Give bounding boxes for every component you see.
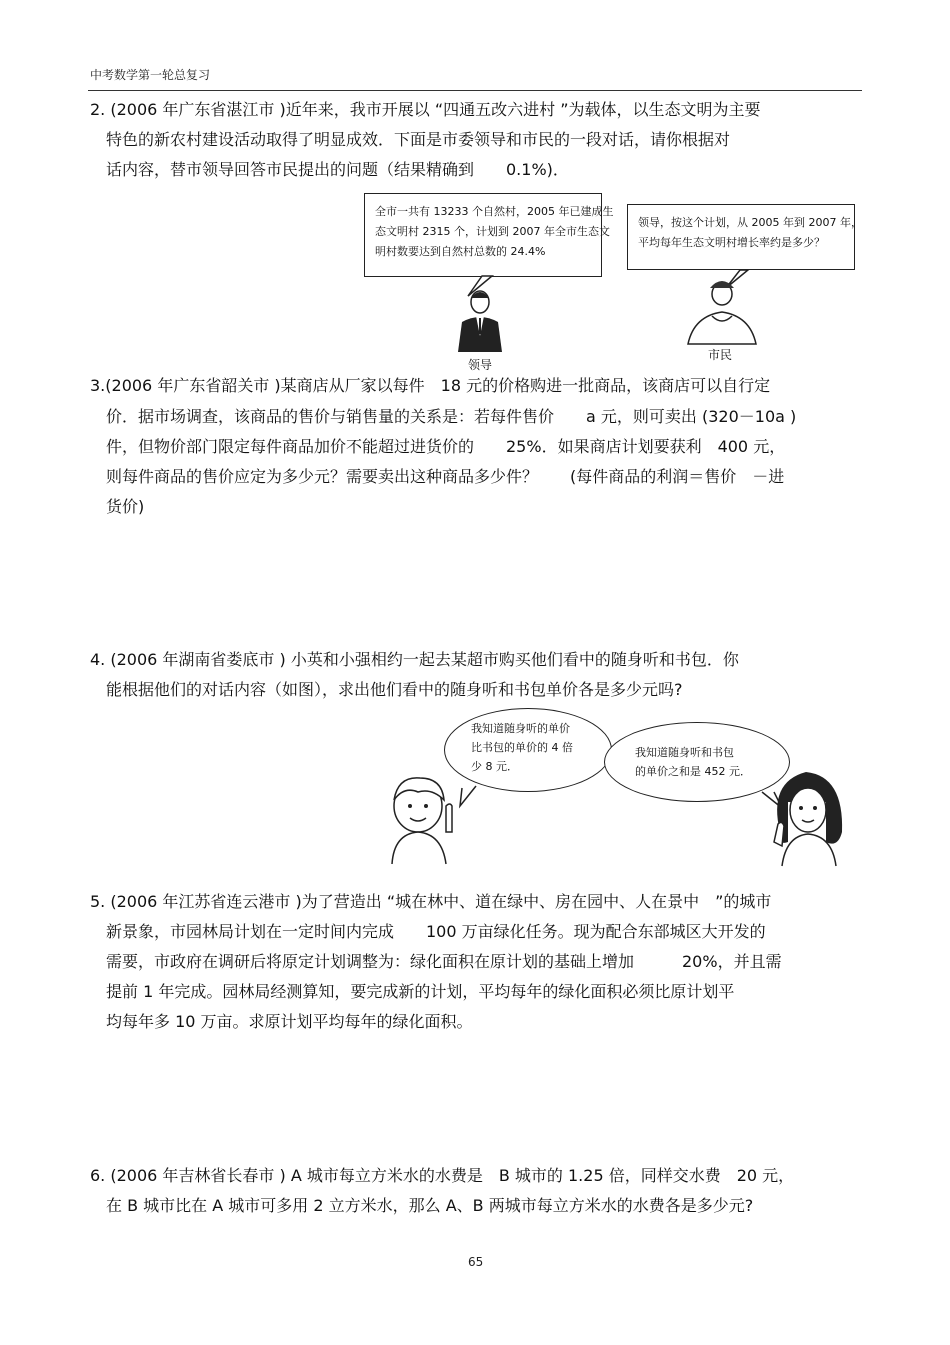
citizen-figure	[684, 268, 764, 348]
leader-bubble-line: 全市一共有 13233 个自然村，2005 年已建成生	[375, 205, 614, 218]
citizen-bubble-line: 平均每年生态文明村增长率约是多少？	[638, 236, 825, 249]
problem-3-line-2: 价．据市场调查，该商品的售价与销售量的关系是：若每件售价 a 元，则可卖出 (320－10a )	[106, 407, 797, 426]
problem-5-line-3: 需要，市政府在调研后将原定计划调整为：绿化面积在原计划的基础上增加 20%，并且需	[106, 952, 782, 971]
citizen-speech-bubble	[627, 204, 862, 270]
problem-2-line-1: 2. (2006 年广东省湛江市 )近年来，我市开展以 “四通五改六进村 ”为载体，以生态文明为主要	[90, 100, 761, 119]
girl-bubble-line: 的单价之和是 452 元．	[635, 765, 751, 778]
boy-bubble-line: 比书包的单价的 4 倍	[471, 741, 573, 754]
girl-figure	[766, 762, 856, 866]
problem-3-line-3: 件，但物价部门限定每件商品加价不能超过进货价的 25%．如果商店计划要获利 400 元，	[106, 437, 786, 456]
boy-bubble-line: 少 8 元．	[471, 760, 518, 773]
leader-figure	[440, 276, 520, 356]
problem-5-line-2: 新景象，市园林局计划在一定时间内完成 100 万亩绿化任务。现为配合东部城区大开发的	[106, 922, 766, 941]
header-divider	[88, 90, 862, 91]
problem-3-line-4: 则每件商品的售价应定为多少元？需要卖出这种商品多少件？ (每件商品的利润＝售价 －进	[106, 467, 785, 486]
leader-caption: 领导	[468, 358, 493, 372]
problem-3-line-5: 货价)	[106, 497, 145, 516]
problem-5-line-1: 5. (2006 年江苏省连云港市 )为了营造出 “城在林中、道在绿中、房在园中、人在景中 ”的城市	[90, 892, 772, 911]
citizen-bubble-line: 领导，按这个计划，从 2005 年到 2007 年，	[638, 216, 862, 229]
boy-figure	[384, 770, 470, 864]
running-header: 中考数学第一轮总复习	[90, 68, 211, 82]
girl-speech-bubble	[604, 722, 790, 802]
leader-speech-bubble	[364, 193, 614, 277]
leader-bubble-line: 态文明村 2315 个，计划到 2007 年全市生态文	[375, 225, 610, 238]
problem-6-line-2: 在 B 城市比在 A 城市可多用 2 立方米水，那么 A、B 两城市每立方米水的水费各是多少元?	[106, 1196, 754, 1215]
leader-bubble-line: 明村数要达到自然村总数的 24.4%	[375, 245, 546, 258]
problem-5-line-4: 提前 1 年完成。园林局经测算知，要完成新的计划，平均每年的绿化面积必须比原计划平	[106, 982, 735, 1001]
problem-2-line-2: 特色的新农村建设活动取得了明显成效．下面是市委领导和市民的一段对话，请你根据对	[106, 130, 731, 149]
problem-2-line-3: 话内容，替市领导回答市民提出的问题（结果精确到 0.1%)．	[106, 160, 569, 179]
problem-5-line-5: 均每年多 10 万亩。求原计划平均每年的绿化面积。	[106, 1012, 473, 1031]
problem-4-line-1: 4. (2006 年湖南省娄底市 ) 小英和小强相约一起去某超市购买他们看中的随身听和书包．你	[90, 650, 739, 669]
girl-bubble-line: 我知道随身听和书包	[635, 746, 734, 759]
problem-3-line-1: 3.(2006 年广东省韶关市 )某商店从厂家以每件 18 元的价格购进一批商品，该商店可以自行定	[90, 376, 771, 395]
page-number: 65	[468, 1255, 484, 1269]
problem-6-line-1: 6. (2006 年吉林省长春市 ) A 城市每立方米水的水费是 B 城市的 1.25 倍，同样交水费 20 元，	[90, 1166, 795, 1185]
citizen-caption: 市民	[708, 348, 733, 362]
boy-bubble-line: 我知道随身听的单价	[471, 722, 570, 735]
problem-4-line-2: 能根据他们的对话内容（如图），求出他们看中的随身听和书包单价各是多少元吗?	[106, 680, 683, 699]
